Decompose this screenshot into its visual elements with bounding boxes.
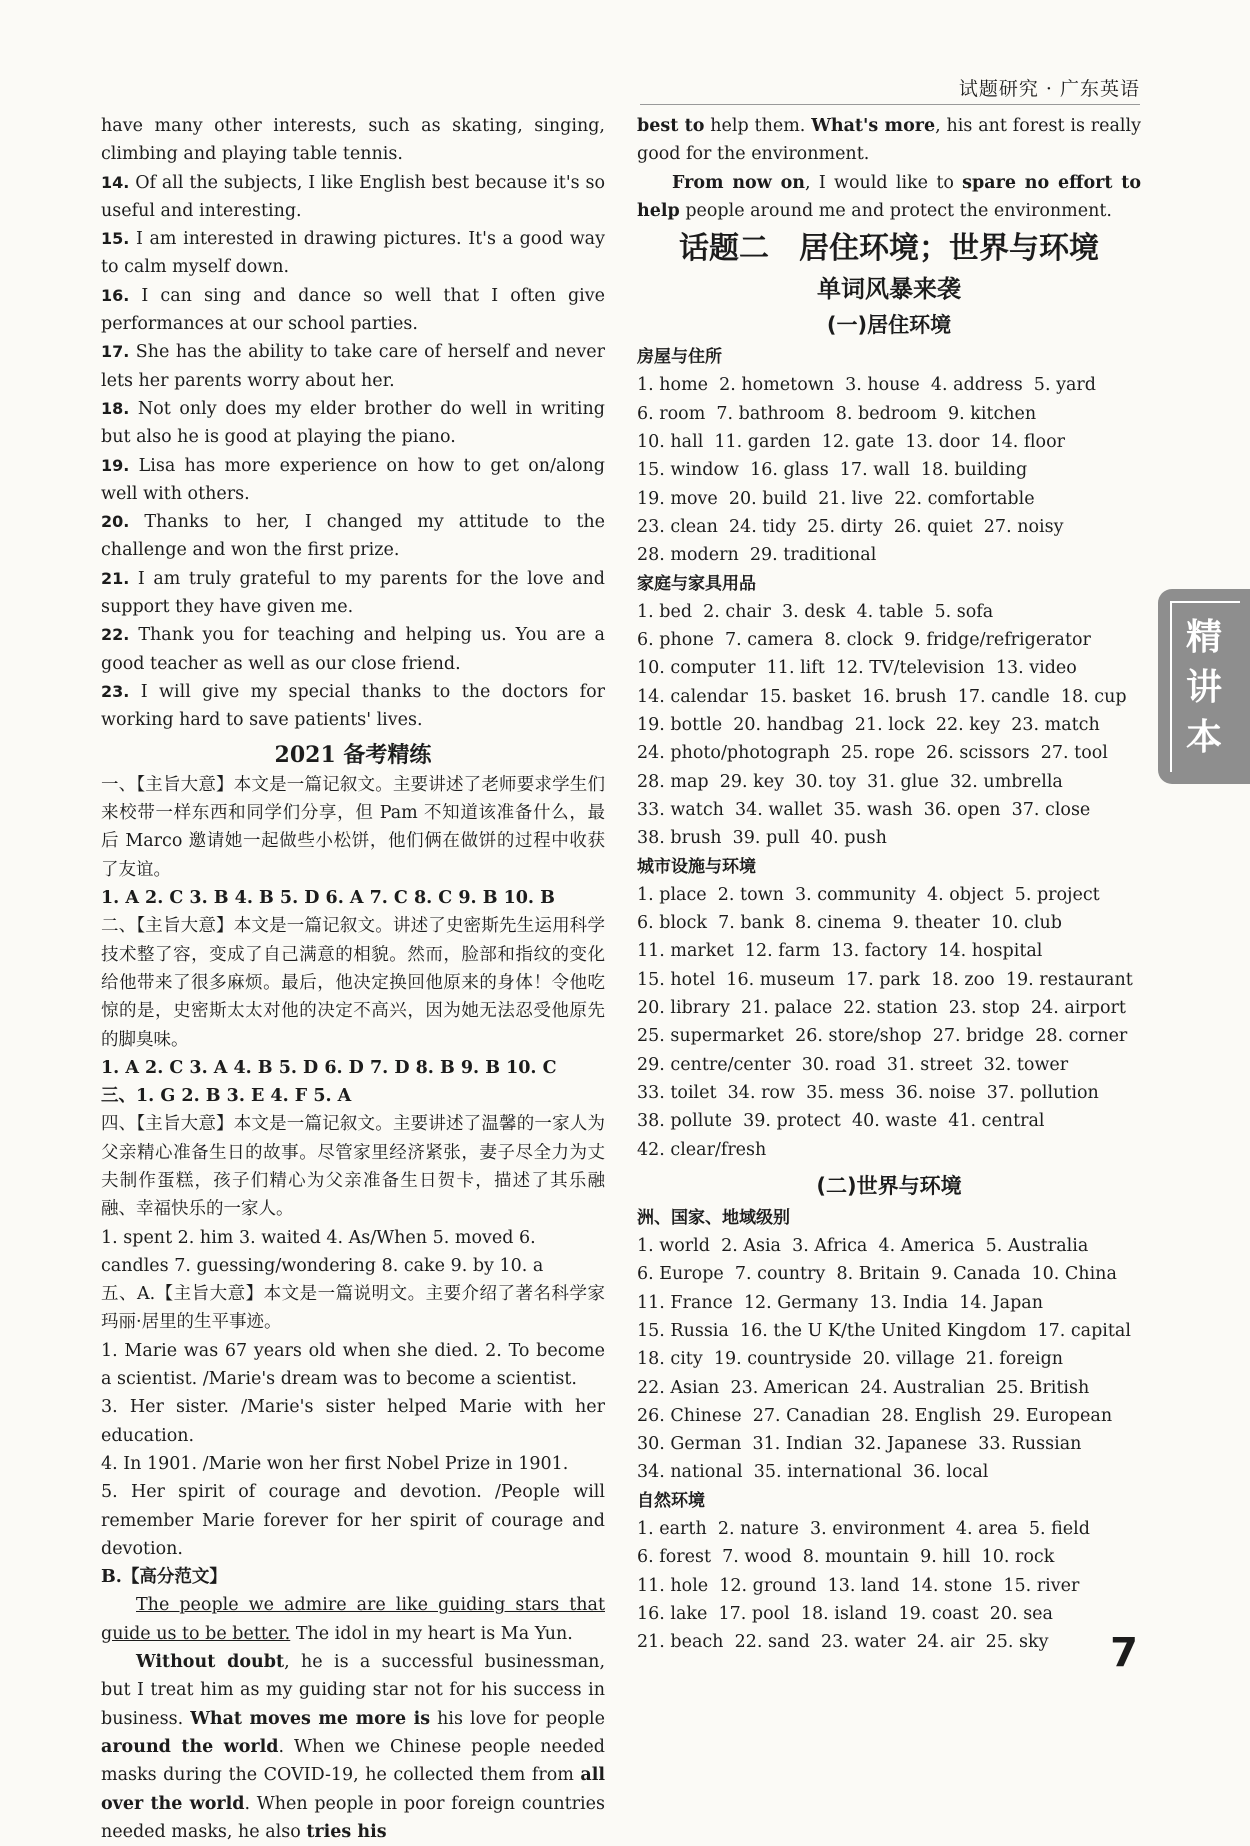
word-list-furniture xyxy=(637,598,1141,853)
essay-text: help them. xyxy=(704,116,812,136)
word-line: 1. earth 2. nature 3. environment 4. area 5. field xyxy=(637,1519,1090,1540)
sentence-item xyxy=(101,452,605,509)
essay-paragraph-1 xyxy=(101,1591,605,1648)
exercise-4-summary: 本文是一篇记叙文。主要讲述了温馨的一家人为父亲精心准备生日的故事。尽管家里经济紧张，妻子尽全力为丈夫制作蛋糕，孩子们精心为父亲准备生日贺卡，描述了其乐融融、幸福快乐的一家人。 xyxy=(101,1114,605,1220)
word-line: 14. calendar 15. basket 16. brush 17. candle 18. cup xyxy=(637,686,1127,707)
exercise-5a-label: 五、A.【主旨大意】 xyxy=(101,1284,264,1305)
essay-phrase: From now on xyxy=(672,172,805,193)
exercise-1 xyxy=(101,771,605,884)
exercise-2-summary: 本文是一篇记叙文。讲述了史密斯先生运用科学技术整了容，变成了自己满意的相貌。然而，脸部和指纹的变化给他带来了很多麻烦。最后，他决定换回他原来的身体！令他吃惊的是，史密斯太太对他的决定不高兴，因为她无法忍受他原先的脚臭味。 xyxy=(101,916,605,1050)
sentence-number: 22. xyxy=(101,625,130,645)
word-line: 22. Asian 23. American 24. Australian 25. British xyxy=(637,1377,1090,1398)
sentence-item xyxy=(101,395,605,452)
word-line: 1. place 2. town 3. community 4. object 5. project xyxy=(637,884,1100,905)
essay-paragraph-3 xyxy=(637,169,1141,226)
section-title: 2021 备考精练 xyxy=(274,741,432,768)
sentence-number: 19. xyxy=(101,455,130,475)
word-line: 15. Russia 16. the U K/the United Kingdom 17. capital xyxy=(637,1320,1131,1341)
word-storm-title: 单词风暴来袭 xyxy=(817,275,961,304)
category-world: 洲、国家、地域级别 xyxy=(637,1207,790,1228)
category-furniture: 家庭与家具用品 xyxy=(637,573,756,594)
word-line: 42. clear/fresh xyxy=(637,1139,767,1160)
word-line: 10. computer 11. lift 12. TV/television 13. video xyxy=(637,658,1077,679)
word-list-nature xyxy=(637,1515,1141,1656)
exercise-2-answers: 1. A 2. C 3. A 4. B 5. D 6. D 7. D 8. B 9. B 10. C xyxy=(101,1057,557,1078)
sentence-item xyxy=(101,678,605,735)
word-line: 18. city 19. countryside 20. village 21. foreign xyxy=(637,1349,1064,1370)
essay-text: , I would like to xyxy=(805,172,963,193)
word-list-city xyxy=(637,881,1141,1164)
word-line: 21. beach 22. sand 23. water 24. air 25. sky xyxy=(637,1632,1049,1653)
word-line: 19. move 20. build 21. live 22. comfortable xyxy=(637,488,1035,509)
exercise-5a-answer-5: 5. Her spirit of courage and devotion. /People will remember Marie forever for her spirit of courage and devotion. xyxy=(101,1482,605,1559)
essay-phrase: spare no effort to help xyxy=(637,172,1141,221)
sentence-item xyxy=(101,169,605,226)
exercise-1-answers: 1. A 2. C 3. B 4. B 5. D 6. A 7. C 8. C 9. B 10. B xyxy=(101,888,555,909)
exercise-2-label: 二、【主旨大意】 xyxy=(101,916,234,937)
side-tab-label: 精 讲 本 xyxy=(1185,617,1222,758)
essay-phrase: around the world xyxy=(101,1736,279,1757)
sentence-number: 17. xyxy=(101,342,130,362)
exercise-4-answers: 1. spent 2. him 3. waited 4. As/When 5. moved 6. candles 7. guessing/wondering 8. cake 9. by 10. a xyxy=(101,1227,544,1276)
word-line: 25. supermarket 26. store/shop 27. bridge 28. corner xyxy=(637,1026,1128,1047)
part-1-title: (一)居住环境 xyxy=(826,313,952,338)
sentence-item xyxy=(101,508,605,565)
word-line: 11. France 12. Germany 13. India 14. Japan xyxy=(637,1292,1043,1313)
sentence-item xyxy=(101,338,605,395)
word-line: 24. photo/photograph 25. rope 26. scissors 27. tool xyxy=(637,743,1108,764)
exercise-2 xyxy=(101,912,605,1053)
exercise-5b-label: B.【高分范文】 xyxy=(101,1567,227,1588)
topic-title: 话题二 居住环境；世界与环境 xyxy=(679,231,1099,267)
header-rule xyxy=(640,104,1140,105)
sentence-number: 15. xyxy=(101,229,130,249)
sentence-text: Lisa has more experience on how to get on/along well with others. xyxy=(101,455,605,504)
sentence-number: 14. xyxy=(101,172,130,192)
essay-phrase: What moves me more is xyxy=(190,1708,431,1729)
sentence-number: 21. xyxy=(101,568,130,588)
word-line: 1. bed 2. chair 3. desk 4. table 5. sofa xyxy=(637,601,994,622)
word-line: 19. bottle 20. handbag 21. lock 22. key 23. match xyxy=(637,715,1100,736)
exercise-4 xyxy=(101,1110,605,1223)
word-line: 6. room 7. bathroom 8. bedroom 9. kitchen xyxy=(637,403,1037,424)
sentence-item xyxy=(101,621,605,678)
sentence-text: Of all the subjects, I like English best because it's so useful and interesting. xyxy=(101,172,605,221)
category-nature: 自然环境 xyxy=(637,1490,705,1511)
exercise-5a-summary: 本文是一篇说明文。主要介绍了著名科学家玛丽·居里的生平事迹。 xyxy=(101,1284,606,1333)
sentence-number: 16. xyxy=(101,285,130,305)
essay-phrase: all over the world xyxy=(101,1765,605,1814)
sentence-text: Thank you for teaching and helping us. You are a good teacher as well as our close friend. xyxy=(101,625,605,674)
essay-phrase: best to xyxy=(637,116,705,136)
essay-text: people around me and protect the environment. xyxy=(679,200,1112,221)
sentence-number: 18. xyxy=(101,398,130,418)
word-line: 10. hall 11. garden 12. gate 13. door 14. floor xyxy=(637,432,1065,453)
essay-text: . When we Chinese people needed masks during the COVID-19, he collected them from xyxy=(101,1736,605,1786)
part-2-title: (二)世界与环境 xyxy=(816,1173,962,1198)
side-tab xyxy=(1158,589,1250,784)
word-line: 11. hole 12. ground 13. land 14. stone 15. river xyxy=(637,1575,1080,1596)
sentence-text: Thanks to her, I changed my attitude to the challenge and won the first prize. xyxy=(101,512,605,561)
sentence-text: I can sing and dance so well that I often give performances at our school parties. xyxy=(101,285,605,335)
essay-paragraph-2 xyxy=(101,1648,605,1846)
sentence-number: 20. xyxy=(101,512,130,532)
exercise-5a-answer-3: 3. Her sister. /Marie's sister helped Marie with her education. xyxy=(101,1397,605,1446)
word-list-world xyxy=(637,1232,1141,1487)
word-line: 30. German 31. Indian 32. Japanese 33. Russian xyxy=(637,1434,1082,1455)
exercise-5a-answer-4: 4. In 1901. /Marie won her first Nobel Prize in 1901. xyxy=(101,1453,569,1474)
exercise-4-label: 四、【主旨大意】 xyxy=(101,1114,234,1135)
word-line: 33. toilet 34. row 35. mess 36. noise 37. pollution xyxy=(637,1082,1099,1103)
essay-phrase: Without doubt xyxy=(136,1652,285,1673)
sentence-text: I am truly grateful to my parents for the love and support they have given me. xyxy=(101,568,605,618)
exercise-3-answers: 三、1. G 2. B 3. E 4. F 5. A xyxy=(101,1086,352,1107)
word-line: 38. pollute 39. protect 40. waste 41. central xyxy=(637,1111,1045,1132)
word-line: 1. world 2. Asia 3. Africa 4. America 5. Australia xyxy=(637,1236,1089,1257)
sentence-text: Not only does my elder brother do well in writing but also he is good at playing the piano. xyxy=(101,398,605,448)
sentence-item xyxy=(101,565,605,622)
exercise-1-summary: 本文是一篇记叙文。主要讲述了老师要求学生们来校带一样东西和同学们分享，但 Pam 不知道该准备什么，最后 Marco 邀请她一起做些小松饼，他们俩在做饼的过程中收获了友谊。 xyxy=(101,774,605,880)
sentence-item xyxy=(101,225,605,282)
word-line: 15. window 16. glass 17. wall 18. building xyxy=(637,460,1028,481)
sentence-number: 23. xyxy=(101,681,130,701)
word-line: 38. brush 39. pull 40. push xyxy=(637,828,887,849)
running-header: 试题研究 · 广东英语 xyxy=(958,78,1140,100)
word-line: 28. map 29. key 30. toy 31. glue 32. umbrella xyxy=(637,771,1063,792)
right-column xyxy=(637,112,1141,1657)
essay-text: The idol in my heart is Ma Yun. xyxy=(290,1623,573,1644)
word-line: 33. watch 34. wallet 35. wash 36. open 37. close xyxy=(637,799,1091,820)
word-line: 6. forest 7. wood 8. mountain 9. hill 10. rock xyxy=(637,1547,1055,1568)
word-line: 23. clean 24. tidy 25. dirty 26. quiet 27. noisy xyxy=(637,516,1064,537)
word-line: 6. block 7. bank 8. cinema 9. theater 10. club xyxy=(637,913,1062,934)
word-line: 16. lake 17. pool 18. island 19. coast 20. sea xyxy=(637,1603,1053,1624)
word-line: 29. centre/center 30. road 31. street 32. tower xyxy=(637,1054,1069,1075)
essay-topic-sentence: The people we admire are like guiding stars that guide us to be better. xyxy=(101,1595,605,1644)
word-line: 28. modern 29. traditional xyxy=(637,545,877,566)
exercise-5a-answer-1: 1. Marie was 67 years old when she died. 2. To become a scientist. /Marie's dream was to become a scientist. xyxy=(101,1340,605,1390)
essay-text: , his ant forest is really good for the environment. xyxy=(637,116,1141,165)
sentence-text: I am interested in drawing pictures. It's a good way to calm myself down. xyxy=(101,229,605,278)
sentence-text: She has the ability to take care of herself and never lets her parents worry about her. xyxy=(101,342,605,391)
sentence-list xyxy=(101,169,605,735)
word-line: 15. hotel 16. museum 17. park 18. zoo 19. restaurant xyxy=(637,969,1133,990)
sentence-text: I will give my special thanks to the doctors for working hard to save patients' lives. xyxy=(101,681,605,731)
essay-text: his love for people xyxy=(430,1708,605,1729)
word-list-housing xyxy=(637,371,1141,569)
word-line: 1. home 2. hometown 3. house 4. address 5. yard xyxy=(637,375,1096,396)
word-line: 6. phone 7. camera 8. clock 9. fridge/refrigerator xyxy=(637,630,1091,651)
page-number: 7 xyxy=(1110,1630,1138,1676)
word-line: 6. Europe 7. country 8. Britain 9. Canada 10. China xyxy=(637,1264,1117,1285)
essay-paragraph-2-cont xyxy=(637,112,1141,169)
category-city: 城市设施与环境 xyxy=(637,856,756,877)
essay-phrase: tries his xyxy=(306,1821,387,1842)
sentence-item xyxy=(101,282,605,339)
intro-text: have many other interests, such as skating, singing, climbing and playing table tennis. xyxy=(101,116,605,165)
word-line: 26. Chinese 27. Canadian 28. English 29. European xyxy=(637,1405,1113,1426)
left-column xyxy=(101,112,605,1846)
essay-text: . When people in poor foreign countries needed masks, he also xyxy=(101,1793,605,1842)
word-line: 11. market 12. farm 13. factory 14. hospital xyxy=(637,941,1043,962)
essay-phrase: What's more xyxy=(811,116,936,136)
exercise-5a xyxy=(101,1280,605,1337)
word-line: 20. library 21. palace 22. station 23. stop 24. airport xyxy=(637,998,1126,1019)
essay-text: , he is a successful businessman, but I treat him as my guiding star not for his success in business. xyxy=(101,1652,606,1729)
exercise-1-label: 一、【主旨大意】 xyxy=(101,774,234,795)
word-line: 34. national 35. international 36. local xyxy=(637,1462,989,1483)
category-housing: 房屋与住所 xyxy=(637,347,722,368)
